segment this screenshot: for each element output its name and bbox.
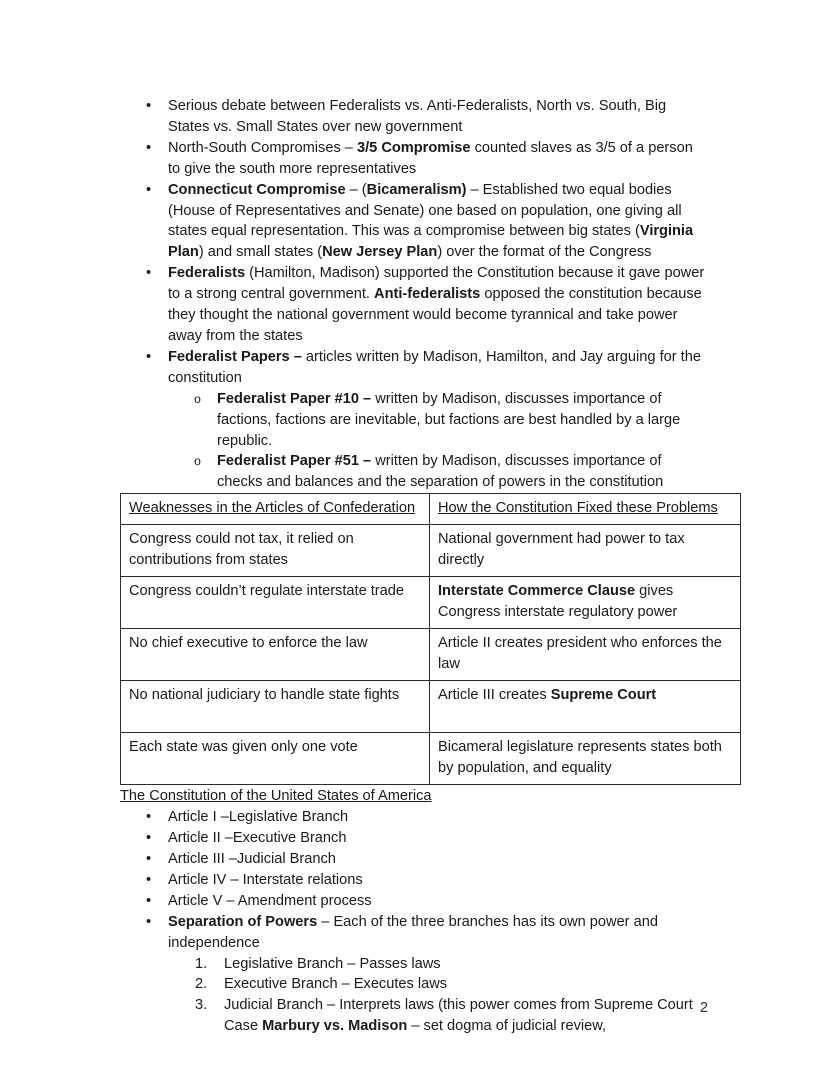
table-row — [121, 576, 741, 628]
sub-bullet-list — [168, 389, 708, 494]
numbered-list-item — [168, 954, 708, 975]
numbered-list-item-text: Judicial Branch – Interprets laws (this power comes from Supreme Court Case Marbury vs. Madison – set dogma of judicial review, — [224, 997, 693, 1035]
table-cell: Article III creates Supreme Court — [430, 680, 741, 733]
page-number: 2 — [699, 1000, 708, 1016]
list-item — [120, 891, 708, 912]
numbered-list — [168, 954, 708, 1038]
list-item-text: Article II –Executive Branch — [168, 830, 347, 847]
list-item-text: Separation of Powers – Each of the three branches has its own power and independence — [168, 913, 658, 951]
numbered-list-item — [168, 974, 708, 995]
bullet-marker-icon: • — [146, 871, 152, 888]
circle-bullet-icon: o — [194, 454, 201, 469]
table-row — [121, 628, 741, 680]
table-cell: National government had power to tax directly — [430, 525, 741, 577]
list-item — [120, 96, 708, 138]
list-item — [120, 912, 708, 1037]
table-header-cell — [430, 494, 741, 525]
bullet-marker-icon: • — [146, 139, 152, 156]
weaknesses-fixes-table — [120, 493, 741, 785]
bullet-marker-icon: • — [146, 851, 152, 867]
table-cell: Congress could not tax, it relied on contributions from states — [121, 525, 430, 577]
bullet-marker-icon: • — [146, 181, 152, 198]
intro-bullet-list — [120, 96, 708, 493]
table-row — [121, 733, 741, 785]
bullet-marker-icon: • — [146, 348, 152, 365]
list-item — [120, 807, 708, 828]
list-item — [120, 180, 708, 264]
list-item-text: Article IV – Interstate relations — [168, 871, 363, 888]
number-marker: 1. — [195, 955, 208, 972]
table-cell: No national judiciary to handle state fights — [121, 680, 430, 733]
sub-list-item — [168, 451, 708, 493]
list-item-text: Connecticut Compromise – (Bicameralism) – Established two equal bodies (House of Representatives and Senate) one based on population, one giving all states equal representation. This was a compromise between big states (Virginia Plan) and small states (New Jersey Plan) over the format of the Congress — [168, 181, 694, 261]
list-item-text: Article I –Legislative Branch — [168, 809, 349, 826]
sub-list-item-text: Federalist Paper #10 – written by Madison, discusses importance of factions, factions are inevitable, but factions are best handled by a large republic. — [217, 390, 681, 449]
number-marker: 3. — [195, 997, 208, 1014]
circle-bullet-icon: o — [194, 391, 201, 406]
list-item-text: Federalists (Hamilton, Madison) supported the Constitution because it gave power to a strong central government. Anti-federalists opposed the constitution because they thought the national government would become tyrannical and take power away from the states — [168, 265, 705, 344]
list-item-text: North-South Compromises – 3/5 Compromise counted slaves as 3/5 of a person to give the south more representatives — [168, 139, 693, 177]
list-item-text: Serious debate between Federalists vs. Anti-Federalists, North vs. South, Big States vs. Small States over new government — [168, 98, 667, 135]
constitution-section-heading — [120, 786, 708, 807]
number-marker: 2. — [195, 976, 208, 993]
table-cell: No chief executive to enforce the law — [121, 628, 430, 680]
list-item — [120, 828, 708, 849]
list-item-text: Article V – Amendment process — [168, 892, 372, 909]
table-cell: Bicameral legislature represents states both by population, and equality — [430, 733, 741, 785]
table-row — [121, 525, 741, 577]
table-cell: Article II creates president who enforces the law — [430, 628, 741, 680]
table-row — [121, 680, 741, 733]
table-cell: Each state was given only one vote — [121, 733, 430, 785]
numbered-list-item-text: Legislative Branch – Passes laws — [224, 955, 441, 972]
list-item — [120, 138, 708, 180]
numbered-list-item-text: Executive Branch – Executes laws — [224, 976, 448, 993]
bullet-marker-icon: • — [146, 830, 152, 847]
table-header-row — [121, 494, 741, 525]
table-cell: Congress couldn’t regulate interstate trade — [121, 576, 430, 628]
constitution-heading-text: The Constitution of the United States of America — [120, 788, 432, 805]
sub-list-item — [168, 389, 708, 452]
table-header-text: How the Constitution Fixed these Problems — [438, 500, 718, 517]
sub-list-item-text: Federalist Paper #51 – written by Madison, discusses importance of checks and balances and the separation of powers in the constitution — [217, 453, 664, 491]
list-item-text: Article III –Judicial Branch — [168, 851, 336, 867]
list-item — [120, 263, 708, 347]
bullet-marker-icon: • — [146, 892, 152, 909]
table-header-text: Weaknesses in the Articles of Confederation — [129, 500, 416, 517]
page-content — [120, 96, 722, 1037]
bullet-marker-icon: • — [146, 809, 152, 826]
list-item — [120, 347, 708, 493]
list-item — [120, 849, 708, 870]
list-item — [120, 870, 708, 891]
list-item-text: Federalist Papers – articles written by Madison, Hamilton, and Jay arguing for the constitution — [168, 348, 701, 386]
bullet-marker-icon: • — [146, 98, 152, 114]
table-header-cell — [121, 494, 430, 525]
table-cell: Interstate Commerce Clause gives Congress interstate regulatory power — [430, 576, 741, 628]
bullet-marker-icon: • — [146, 265, 152, 282]
bullet-marker-icon: • — [146, 913, 152, 930]
